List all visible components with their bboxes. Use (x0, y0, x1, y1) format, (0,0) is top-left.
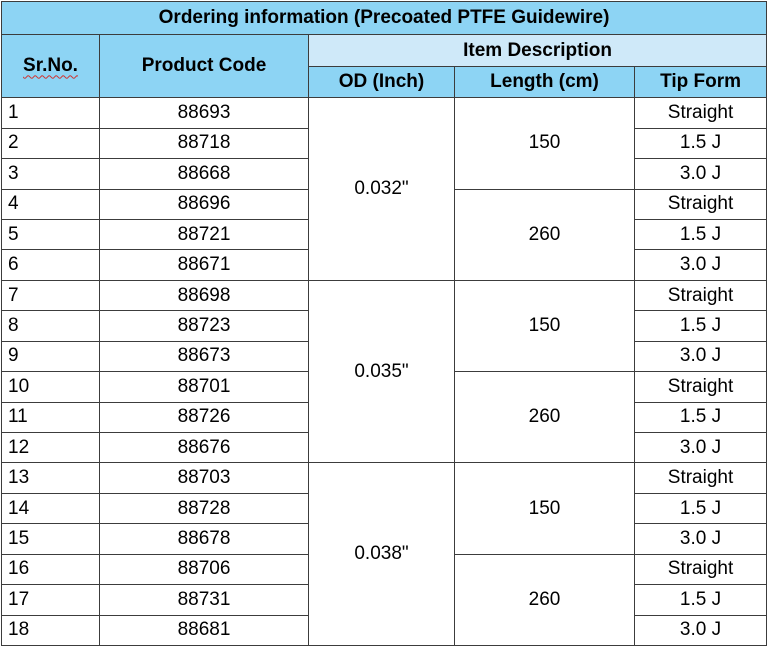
cell-product-code: 88701 (100, 372, 309, 402)
header-sr-no: Sr.No. (2, 35, 100, 98)
cell-sr: 3 (2, 159, 100, 189)
cell-product-code: 88706 (100, 554, 309, 584)
cell-length: 260 (455, 189, 635, 280)
cell-product-code: 88721 (100, 220, 309, 250)
cell-tip-form: Straight (635, 372, 767, 402)
cell-length: 150 (455, 98, 635, 189)
cell-tip-form: 1.5 J (635, 585, 767, 615)
cell-sr: 14 (2, 493, 100, 523)
cell-od: 0.038" (309, 463, 455, 646)
cell-sr: 12 (2, 432, 100, 462)
cell-tip-form: 1.5 J (635, 311, 767, 341)
cell-tip-form: 1.5 J (635, 493, 767, 523)
cell-sr: 16 (2, 554, 100, 584)
cell-tip-form: 3.0 J (635, 615, 767, 646)
cell-product-code: 88668 (100, 159, 309, 189)
header-product-code: Product Code (100, 35, 309, 98)
cell-product-code: 88696 (100, 189, 309, 219)
cell-product-code: 88678 (100, 524, 309, 554)
cell-tip-form: Straight (635, 463, 767, 493)
cell-product-code: 88676 (100, 432, 309, 462)
table-row (2, 463, 767, 493)
cell-tip-form: Straight (635, 280, 767, 310)
cell-product-code: 88693 (100, 98, 309, 128)
cell-sr: 2 (2, 128, 100, 158)
cell-product-code: 88673 (100, 341, 309, 371)
header-tip-form: Tip Form (635, 66, 767, 97)
cell-product-code: 88718 (100, 128, 309, 158)
cell-product-code: 88698 (100, 280, 309, 310)
cell-tip-form: 3.0 J (635, 250, 767, 280)
cell-od: 0.035" (309, 280, 455, 463)
header-length: Length (cm) (455, 66, 635, 97)
cell-length: 260 (455, 372, 635, 463)
cell-product-code: 88723 (100, 311, 309, 341)
ordering-table (1, 1, 767, 646)
cell-od: 0.032" (309, 98, 455, 281)
cell-product-code: 88703 (100, 463, 309, 493)
cell-sr: 17 (2, 585, 100, 615)
cell-tip-form: 1.5 J (635, 402, 767, 432)
cell-length: 260 (455, 554, 635, 645)
cell-tip-form: Straight (635, 554, 767, 584)
cell-tip-form: 1.5 J (635, 220, 767, 250)
header-item-description: Item Description (309, 35, 767, 66)
cell-sr: 10 (2, 372, 100, 402)
cell-sr: 6 (2, 250, 100, 280)
cell-tip-form: Straight (635, 98, 767, 128)
cell-length: 150 (455, 280, 635, 371)
cell-sr: 11 (2, 402, 100, 432)
cell-sr: 9 (2, 341, 100, 371)
cell-sr: 1 (2, 98, 100, 128)
cell-sr: 13 (2, 463, 100, 493)
cell-sr: 4 (2, 189, 100, 219)
cell-sr: 18 (2, 615, 100, 646)
cell-product-code: 88731 (100, 585, 309, 615)
cell-tip-form: 3.0 J (635, 432, 767, 462)
cell-sr: 8 (2, 311, 100, 341)
cell-product-code: 88726 (100, 402, 309, 432)
header-od: OD (Inch) (309, 66, 455, 97)
cell-product-code: 88671 (100, 250, 309, 280)
cell-product-code: 88681 (100, 615, 309, 646)
table-row (2, 98, 767, 128)
cell-tip-form: 3.0 J (635, 524, 767, 554)
cell-sr: 15 (2, 524, 100, 554)
cell-tip-form: 3.0 J (635, 159, 767, 189)
cell-tip-form: 1.5 J (635, 128, 767, 158)
cell-tip-form: Straight (635, 189, 767, 219)
cell-sr: 7 (2, 280, 100, 310)
cell-length: 150 (455, 463, 635, 554)
cell-tip-form: 3.0 J (635, 341, 767, 371)
cell-sr: 5 (2, 220, 100, 250)
table-row (2, 280, 767, 310)
table-title: Ordering information (Precoated PTFE Guidewire) (2, 2, 767, 35)
cell-product-code: 88728 (100, 493, 309, 523)
